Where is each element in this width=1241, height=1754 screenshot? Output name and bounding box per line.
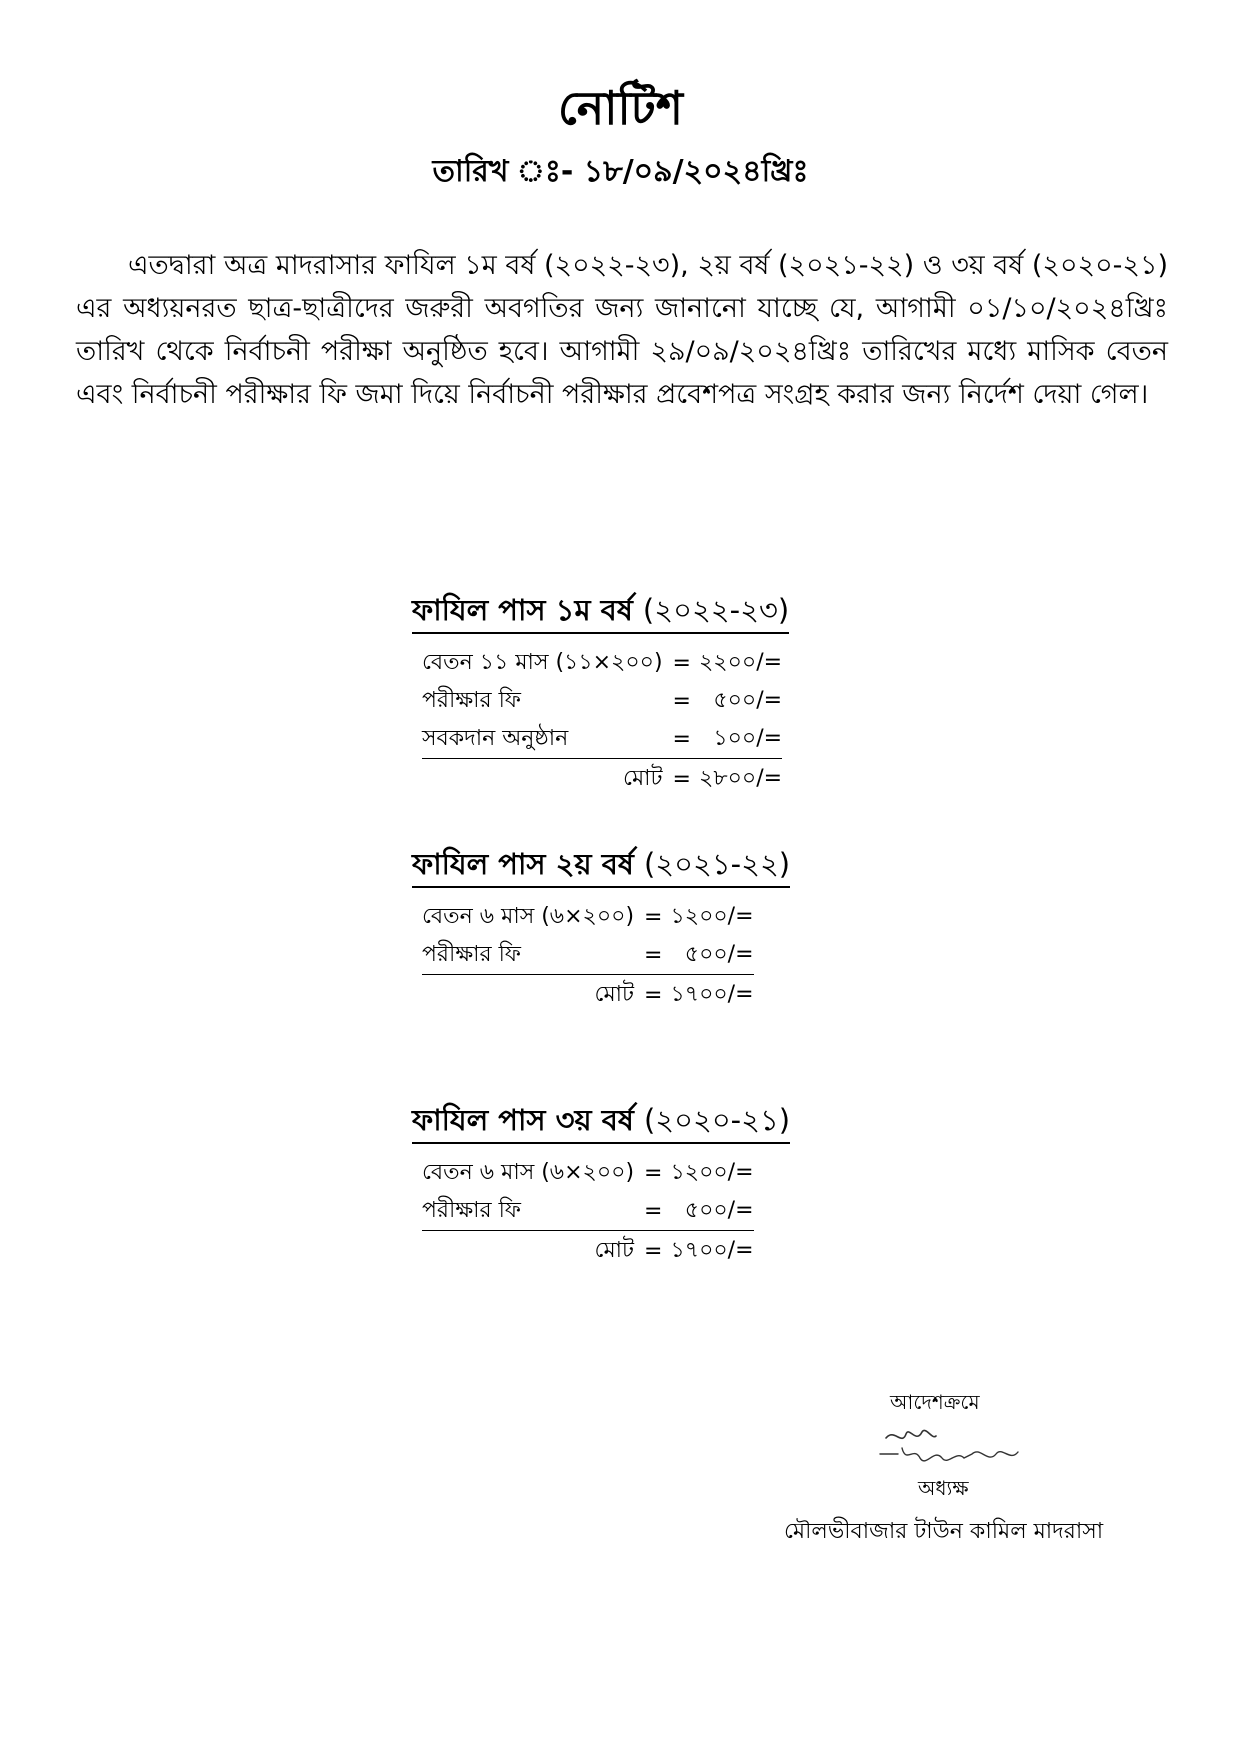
total-equals: = <box>672 766 691 792</box>
fee-row <box>422 898 754 936</box>
section-heading <box>412 842 790 888</box>
total-equals: = <box>644 1238 663 1264</box>
fee-label: বেতন ৬ মাস (৬×২০০) <box>422 903 635 929</box>
order-text: আদেশক্রমে <box>890 1390 980 1414</box>
fee-total-row <box>422 1231 754 1272</box>
fee-total-row <box>422 975 754 1016</box>
fee-row <box>422 720 782 759</box>
fee-row <box>422 1154 754 1192</box>
fee-equals: = <box>644 904 663 930</box>
fee-row <box>422 682 782 720</box>
fee-amount: ৫০০/= <box>713 687 783 713</box>
fee-equals: = <box>672 650 691 676</box>
fee-label: বেতন ১১ মাস (১১×২০০) <box>422 649 663 675</box>
fee-section-year-1 <box>412 588 892 799</box>
notice-body: এতদ্বারা অত্র মাদরাসার ফাযিল ১ম বর্ষ (২০২২-২৩), ২য় বর্ষ (২০২১-২২) ও ৩য় বর্ষ (২০২০-২১) এর অধ্যয়নরত ছাত্র-ছাত্রীদের জরুরী অবগতির জন্য জানানো যাচ্ছে যে, আগামী ০১/১০/২০২৪খ্রিঃ তারিখ থেকে নির্বাচনী পরীক্ষা অনুষ্ঠিত হবে। আগামী ২৯/০৯/২০২৪খ্রিঃ তারিখের মধ্যে মাসিক বেতন এবং নির্বাচনী পরীক্ষার ফি জমা দিয়ে নির্বাচনী পরীক্ষার প্রবেশপত্র সংগ্রহ করার জন্য নির্দেশ দেয়া গেল। <box>76 250 1168 410</box>
fee-label: বেতন ৬ মাস (৬×২০০) <box>422 1159 635 1185</box>
section-session: (২০২১-২২) <box>643 847 791 881</box>
fee-label: পরীক্ষার ফি <box>422 687 521 713</box>
total-amount: ২৮০০/= <box>699 765 783 791</box>
fee-table <box>422 1154 754 1271</box>
fee-section-year-2 <box>412 842 892 1015</box>
fee-section-year-3 <box>412 1098 892 1271</box>
fee-equals: = <box>640 1192 670 1231</box>
fee-total-row <box>422 759 782 800</box>
institution-name: মৌলভীবাজার টাউন কামিল মাদরাসা <box>784 1519 1104 1544</box>
fee-amount: ১২০০/= <box>670 1159 754 1185</box>
handwritten-signature <box>876 1424 1026 1476</box>
total-amount: ১৭০০/= <box>670 1237 754 1263</box>
fee-row <box>422 936 754 975</box>
fee-label: সবকদান অনুষ্ঠান <box>422 720 669 759</box>
total-equals: = <box>644 982 663 1008</box>
fee-amount: ১০০/= <box>699 720 782 759</box>
fee-equals: = <box>640 936 670 975</box>
notice-date: তারিখ ঃ- ১৮/০৯/২০২৪খ্রিঃ <box>432 154 809 189</box>
total-label: মোট <box>623 765 663 791</box>
fee-label: পরীক্ষার ফি <box>422 1192 640 1231</box>
section-heading-text: ফাযিল পাস ৩য় বর্ষ <box>412 1103 634 1137</box>
fee-row <box>422 644 782 682</box>
fee-amount: ৫০০/= <box>670 936 753 975</box>
fee-amount: ২২০০/= <box>698 649 783 675</box>
fee-table <box>422 644 782 799</box>
fee-label: পরীক্ষার ফি <box>422 936 640 975</box>
total-amount: ১৭০০/= <box>670 981 754 1007</box>
fee-equals: = <box>669 720 699 759</box>
notice-title: নোটিশ <box>558 81 683 135</box>
fee-amount: ৫০০/= <box>670 1192 753 1231</box>
total-label: মোট <box>594 981 635 1007</box>
principal-title: অধ্যক্ষ <box>918 1476 969 1500</box>
fee-amount: ১২০০/= <box>670 903 754 929</box>
section-heading <box>412 1098 790 1144</box>
section-heading-text: ফাযিল পাস ২য় বর্ষ <box>412 847 634 881</box>
fee-equals: = <box>672 688 691 714</box>
section-session: (২০২০-২১) <box>643 1103 791 1137</box>
section-session: (২০২২-২৩) <box>642 593 790 627</box>
fee-row <box>422 1192 754 1231</box>
section-heading-text: ফাযিল পাস ১ম বর্ষ <box>412 593 633 627</box>
fee-equals: = <box>644 1160 663 1186</box>
section-heading <box>412 588 789 634</box>
total-label: মোট <box>594 1237 635 1263</box>
fee-table <box>422 898 754 1015</box>
